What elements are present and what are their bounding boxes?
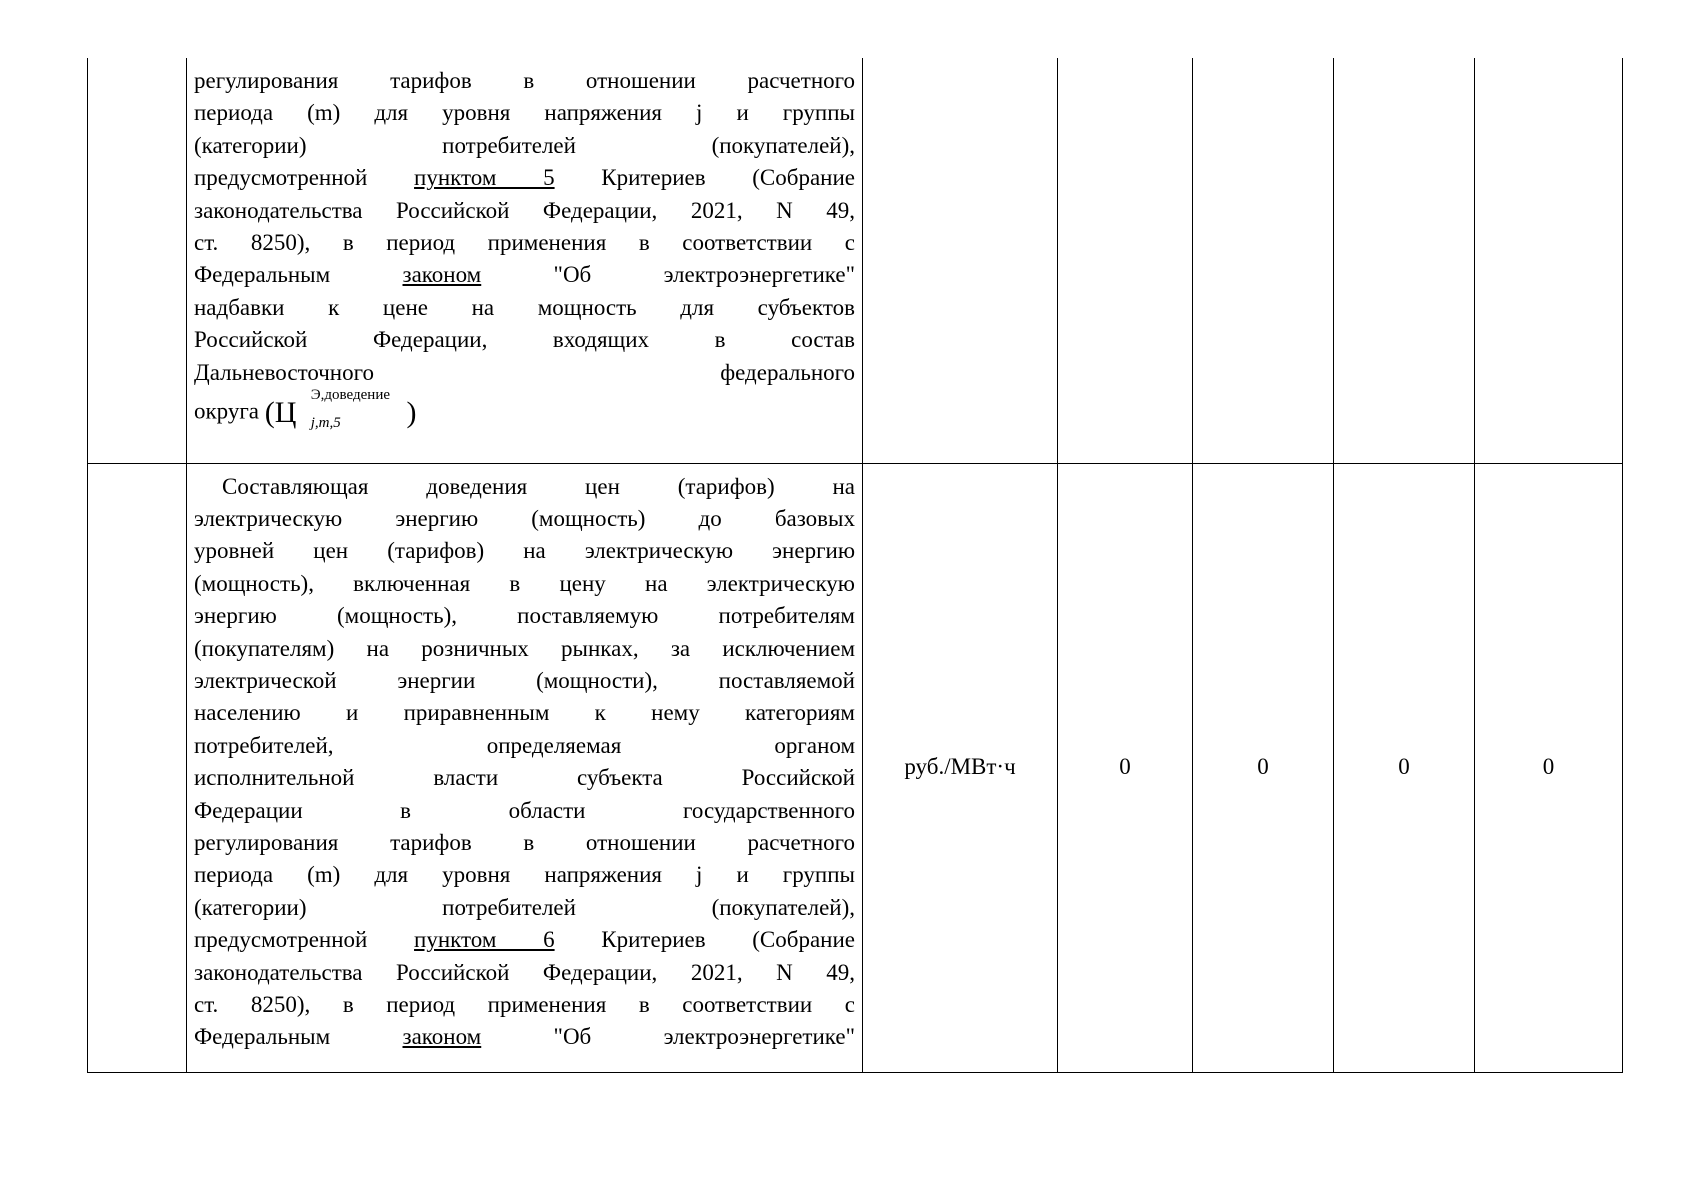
text-line: электрическую энергию (мощность) до базовых: [194, 505, 855, 531]
text-fragment: Федеральным: [194, 262, 403, 288]
value-cell: [1475, 58, 1623, 463]
law-link[interactable]: законом: [402, 1024, 482, 1050]
description-cell: [187, 463, 863, 1072]
value-cell: 0: [1475, 463, 1623, 1072]
punkt-link[interactable]: пунктом 5: [414, 165, 555, 191]
text-line: (мощность), включенная в цену на электрическую: [194, 570, 855, 596]
text-line: Составляющая доведения цен (тарифов) на: [222, 473, 855, 499]
formula-symbol: Ц: [274, 396, 297, 430]
text-line: Российской Федерации, входящих в состав: [194, 327, 855, 353]
table-row: [88, 463, 1623, 1072]
text-line: законодательства Российской Федерации, 2021, N 49,: [194, 197, 855, 223]
unit-cell: руб./МВт·ч: [863, 463, 1058, 1072]
text-fragment: Критериев (Собрание: [554, 927, 855, 953]
text-line: (категории) потребителей (покупателей),: [194, 132, 855, 158]
value-cell: 0: [1058, 463, 1193, 1072]
text-line: [194, 1021, 855, 1053]
tariff-table: [87, 58, 1623, 1073]
text-line: потребителей, определяемая органом: [194, 732, 855, 758]
text-fragment: Федеральным: [194, 1024, 403, 1050]
text-line: электрической энергии (мощности), поставляемой: [194, 667, 855, 693]
value-cell: [1193, 58, 1334, 463]
law-link[interactable]: законом: [402, 262, 482, 288]
row-number-cell: [88, 58, 187, 463]
text-line: Федерации в области государственного: [194, 797, 855, 823]
text-line: законодательства Российской Федерации, 2021, N 49,: [194, 959, 855, 985]
price-formula: (Ц Э,доведение j,m,5 ): [264, 387, 417, 432]
formula-subscript: j,m,5: [310, 415, 341, 432]
description-cell: [187, 58, 863, 463]
text-fragment: "Об электроэнергетике": [481, 1024, 855, 1050]
text-line: периода (m) для уровня напряжения j и группы: [194, 100, 855, 126]
value-cell: 0: [1193, 463, 1334, 1072]
text-line: [194, 387, 855, 433]
text-line: энергию (мощность), поставляемую потребителям: [194, 603, 855, 629]
text-line: [194, 162, 855, 194]
text-line: Дальневосточного федерального: [194, 359, 855, 385]
unit-cell: [863, 58, 1058, 463]
text-line: ст. 8250), в период применения в соответствии с: [194, 992, 855, 1017]
text-fragment: предусмотренной: [194, 927, 415, 953]
text-line: регулирования тарифов в отношении расчетного: [194, 829, 855, 855]
text-line: [194, 259, 855, 291]
document-page: [87, 58, 1623, 1073]
text-fragment: "Об электроэнергетике": [481, 262, 855, 288]
text-line: периода (m) для уровня напряжения j и группы: [194, 862, 855, 888]
text-line: ст. 8250), в период применения в соответствии с: [194, 230, 855, 256]
text-line: (категории) потребителей (покупателей),: [194, 894, 855, 920]
text-fragment: Критериев (Собрание: [554, 165, 855, 191]
text-fragment: предусмотренной: [194, 165, 415, 191]
punkt-link[interactable]: пунктом 6: [414, 927, 555, 953]
text-line: надбавки к цене на мощность для субъектов: [194, 294, 855, 320]
text-line: исполнительной власти субъекта Российской: [194, 765, 855, 791]
text-line: регулирования тарифов в отношении расчетного: [194, 68, 855, 93]
value-cell: [1334, 58, 1475, 463]
value-cell: [1058, 58, 1193, 463]
formula-superscript: Э,доведение: [310, 387, 391, 404]
table-row: [88, 58, 1623, 463]
row-number-cell: [88, 463, 187, 1072]
text-line: уровней цен (тарифов) на электрическую энергию: [194, 538, 855, 564]
text-line: (покупателям) на розничных рынках, за исключением: [194, 635, 855, 661]
text-line: [194, 924, 855, 956]
text-fragment: округа: [194, 398, 265, 424]
value-cell: 0: [1334, 463, 1475, 1072]
text-line: населению и приравненным к нему категориям: [194, 700, 855, 726]
